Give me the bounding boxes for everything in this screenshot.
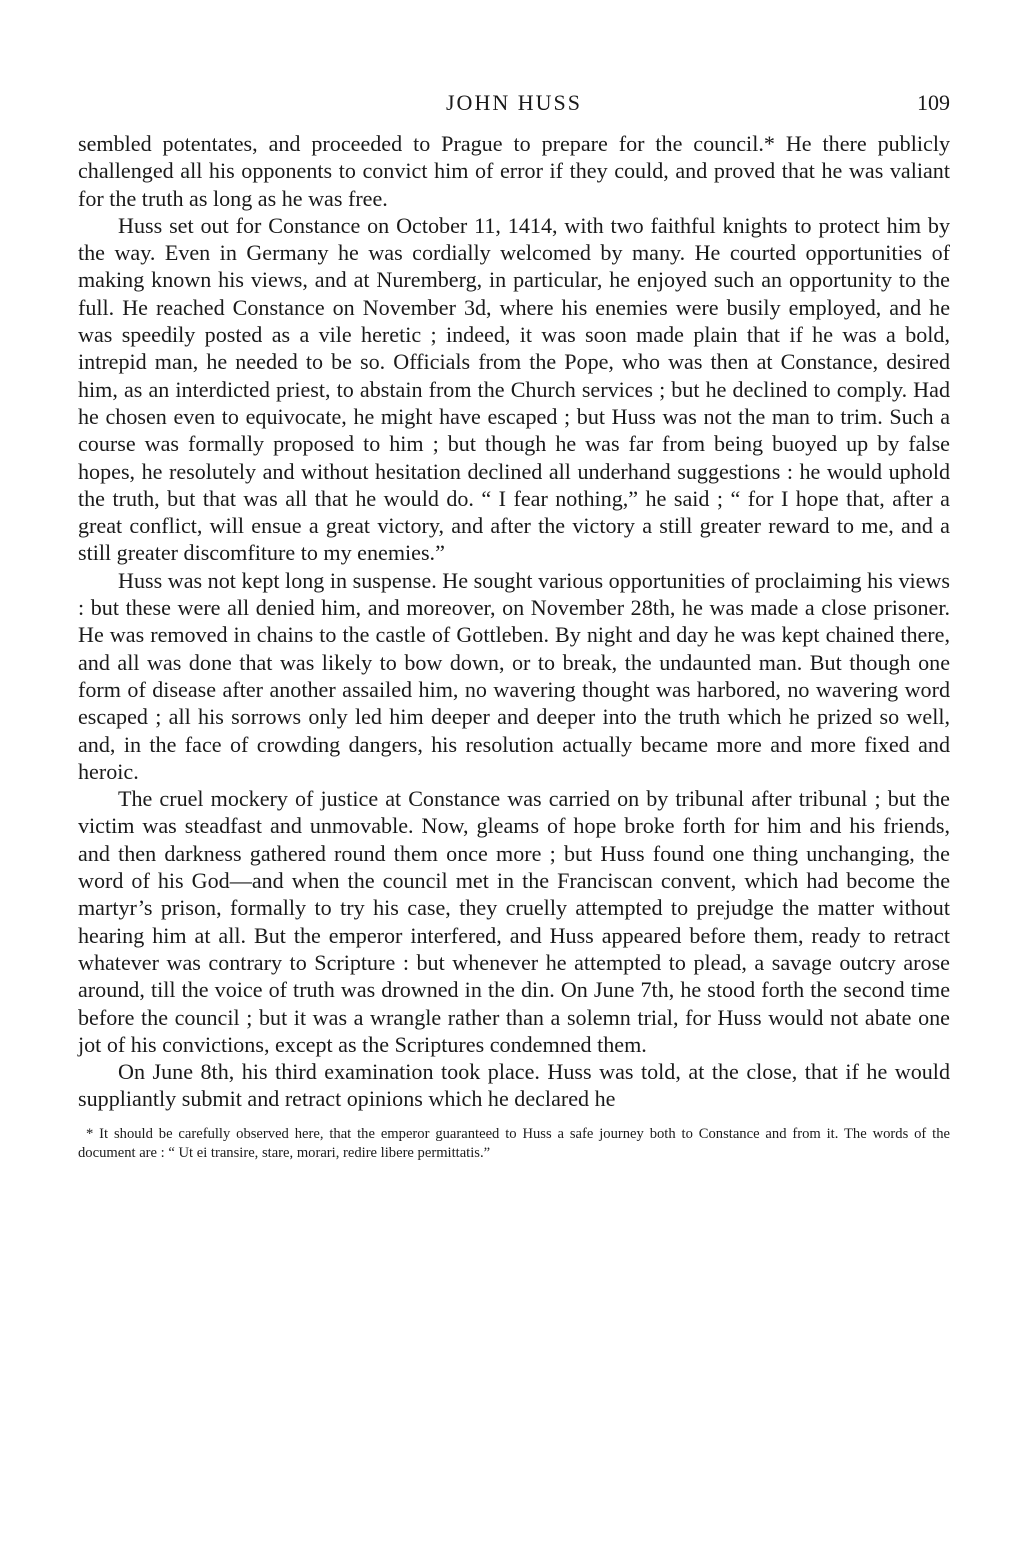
paragraph-continuation: sembled potentates, and proceeded to Prague to prepare for the council.* He there publicly challenged all his opponents to convict him of error if they could, and proved that he was valiant for the truth as long as he was free. [78,131,950,211]
running-head [78,88,950,122]
paragraph-imprisonment: Huss was not kept long in suspense. He sought various opportunities of proclaiming his views : but these were all denied him, and moreover, on November 28th, he was made a close prisoner. He was removed in chains to the castle of Gottleben. By night and day he was kept chained there, and all was done that was likely to bow down, or to break, the undaunted man. But though one form of disease after another assailed him, no wavering thought was harbored, no wavering word escaped ; all his sorrows only led him deeper and deeper into the truth which he prized so well, and, in the face of crowding dangers, his resolution actually became more and more fixed and heroic. [78,567,950,784]
running-title: JOHN HUSS [446,90,582,115]
body-text [78,130,950,1113]
footnote: * It should be carefully observed here, that the emperor guaranteed to Huss a safe journey both to Constance and from it. The words of the document are : “ Ut ei transire, stare, morari, redire libere permittatis.” [78,1125,950,1161]
paragraph-journey-to-constance: Huss set out for Constance on October 11, 1414, with two faithful knights to protect him by the way. Even in Germany he was cordially welcomed by many. He courted opportunities of making known his views, and at Nuremberg, in particular, he enjoyed such an opportunity to the full. He reached Constance on November 3d, where his enemies were busily employed, and he was speedily posted as a vile heretic ; indeed, it was soon made plain that if he was a bold, intrepid man, he needed to be so. Officials from the Pope, who was then at Constance, desired him, as an interdicted priest, to abstain from the Church services ; but he declined to comply. Had he chosen even to equivocate, he might have escaped ; but Huss was not the man to trim. Such a course was formally proposed to him ; but though he was far from being buoyed up by false hopes, he resolutely and without hesitation declined all underhand suggestions : he would uphold the truth, but that was all that he would do. “ I fear nothing,” he said ; “ for I hope that, after a great conflict, will ensue a great victory, and after the victory a still greater reward to me, and a still greater discomfiture to my enemies.” [78,212,950,566]
book-page [78,88,950,1163]
paragraph-third-examination: On June 8th, his third examination took place. Huss was told, at the close, that if he would suppliantly submit and retract opinions which he declared he [78,1059,950,1112]
paragraph-tribunals: The cruel mockery of justice at Constance was carried on by tribunal after tribunal ; but the victim was steadfast and unmovable. Now, gleams of hope broke forth for him and his friends, and then darkness gathered round them once more ; but Huss found one thing unchanging, the word of his God—and when the council met in the Franciscan convent, which had become the martyr’s prison, formally to try his case, they cruelly attempted to prejudge the matter without hearing him at all. But the emperor interfered, and Huss appeared before them, ready to retract whatever was contrary to Scripture : but whenever he attempted to plead, a savage outcry arose around, till the voice of truth was drowned in the din. On June 7th, he stood forth the second time before the council ; but it was a wrangle rather than a solemn trial, for Huss would not abate one jot of his convictions, except as the Scriptures condemned them. [78,786,950,1057]
page-number: 109 [917,90,950,115]
